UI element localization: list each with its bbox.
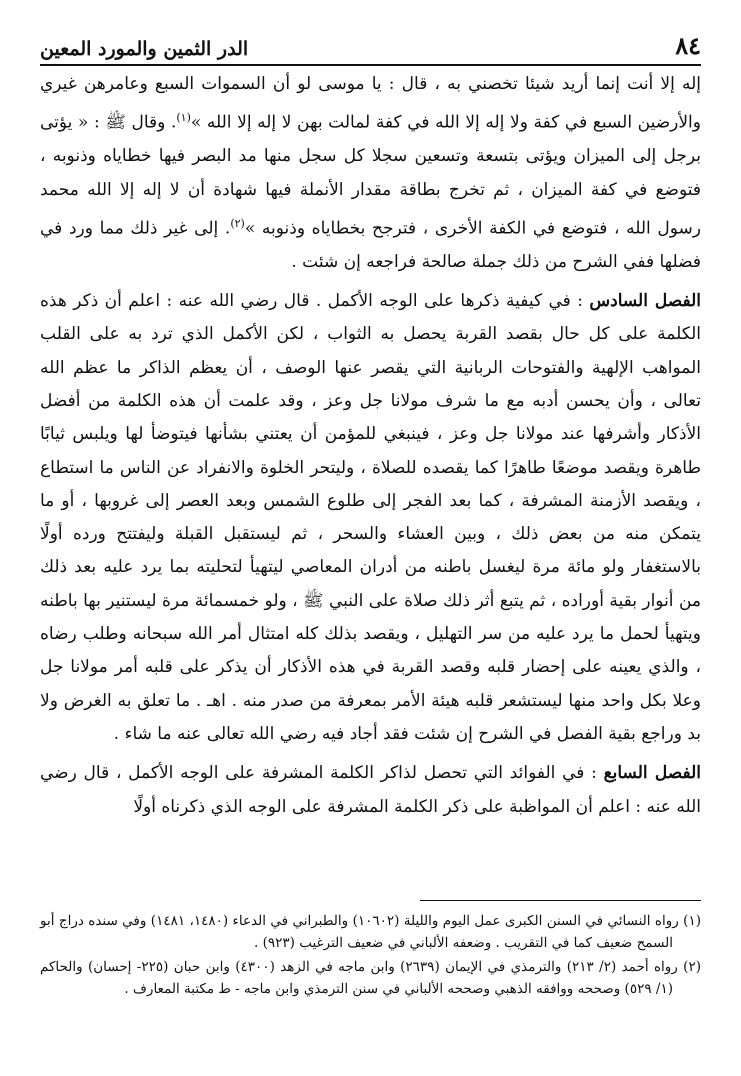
footnotes (40, 910, 701, 1002)
footnote-2: (٢) رواه أحمد (٢/ ٢١٣) والترمذي في الإيمان (٢٦٣٩) وابن ماجه في الزهد (٤٣٠٠) وابن حبان (٢٢٥- إحسان) والحاكم (١/ ٥٢٩) وصححه ووافقه الذهبي وصححه الألباني في سنن الترمذي وابن ماجه - ط مكتبة المعارف . (40, 959, 701, 997)
footnote-ref-2[interactable]: (٢) (230, 216, 245, 230)
paragraph-2-text: : في كيفية ذكرها على الوجه الأكمل . قال رضي الله عنه : اعلم أن ذكر هذه الكلمة على كل حال بقصد القربة يحصل به الثواب ، لكن الأكمل الذي ترد به على القلب المواهب الإلهية والفتوحات الربانية التي يقصر عنها الوصف ، أن يعظم الذاكر ما عظم الله تعالى ، وأن يحسن أدبه مع ما شرف مولانا جل وعز ، وقد علمت أن هذه الكلمة من أفضل الأذكار وأشرفها عند مولانا جل وعز ، فينبغي للمؤمن أن يعتني بشأنها فيتوضأ لها ويلبس ثيابًا طاهرة ويقصد موضعًا طاهرًا كما يقصده للصلاة ، وليتحر الخلوة والانفراد عن الناس ما استطاع ، ويقصد الأزمنة المشرفة ، كما بعد الفجر إلى طلوع الشمس وبعد العصر إلى غروبها ، أو ما يتمكن منه من بعض ذلك ، وبين العشاء والسحر ، ثم ليستقبل القبلة وليفتتح ورده أولًا بالاستغفار ولو مائة مرة ليغسل باطنه من أدران المعاصي ليتهيأ لتحليته بما يرد عليه بعد ذلك من أنوار بقية أوراده ، ثم يتبع أثر ذلك صلاة على النبي ﷺ ، ولو خمسمائة مرة ليستنير بها باطنه ويتهيأ لحمل ما يرد عليه من سر التهليل ، ويقصد بذلك كله امتثال أمر الله سبحانه وطلب رضاه ، والذي يعينه على إحضار قلبه وقصد القربة في هذه الأذكار أن يذكر على قلبه أمر مولانا جل وعلا بكل واحد منها ليستشعر قلبه هيئة الأمر بمعرفة من صدر منه . اهـ . ما تعلق به الغرض ولا بد وراجع بقية الفصل في الشرح إن شئت فقد أجاد فيه رضي الله تعالى عنه ما شاء . (40, 291, 701, 744)
page-header (40, 24, 701, 66)
running-title: الدر الثمين والمورد المعين (40, 38, 249, 60)
paragraph-1 (40, 68, 701, 279)
paragraph-3 (40, 757, 701, 824)
paragraph-1-text: إله إلا أنت إنما أريد شيئا تخصني به ، قال : يا موسى لو أن السموات السبع وعامرهن غيري والأرضين السبع في كفة ولا إله إلا الله في كفة لمالت بهن لا إله إلا الله » (40, 74, 701, 133)
paragraph-2 (40, 285, 701, 751)
footnote-1: (١) رواه النسائي في السنن الكبرى عمل اليوم والليلة (١٠٦٠٢) والطبراني في الدعاء (١٤٨٠، ١٤٨١) وفي سنده دراج أبو السمح ضعيف كما في التقريب . وضعفه الألباني في ضعيف الترغيب (٩٢٣) . (40, 913, 701, 951)
footnote-ref-1[interactable]: (١) (176, 111, 191, 125)
paragraph-3-text: : في الفوائد التي تحصل لذاكر الكلمة المشرفة على الوجه الأكمل ، قال رضي الله عنه : اعلم أن المواظبة على ذكر الكلمة المشرفة على الوجه الذي ذكرناه أولًا (40, 763, 701, 817)
paragraph-1-continuation: . وقال ﷺ : « يؤتى برجل إلى الميزان ويؤتى بتسعة وتسعين سجلا كل سجل منها مد البصر فيها خطاياه وذنوبه ، فتوضع في كفة الميزان ، ثم تخرج بطاقة مقدار الأنملة فيها شهادة أن لا إله إلا الله محمد رسول الله ، فتوضع في الكفة الأخرى ، فترجح بخطاياه وذنوبه » (40, 112, 702, 239)
footnote-divider (420, 900, 701, 901)
section-heading-7: الفصل السابع (603, 763, 701, 784)
page-number: ٨٤ (675, 31, 701, 60)
main-text (40, 68, 701, 824)
paragraph-1-ending: . إلى غير ذلك مما ورد في فضلها ففي الشرح من ذلك جملة صالحة فراجعه إن شئت . (40, 218, 701, 272)
section-heading-6: الفصل السادس (589, 291, 701, 312)
